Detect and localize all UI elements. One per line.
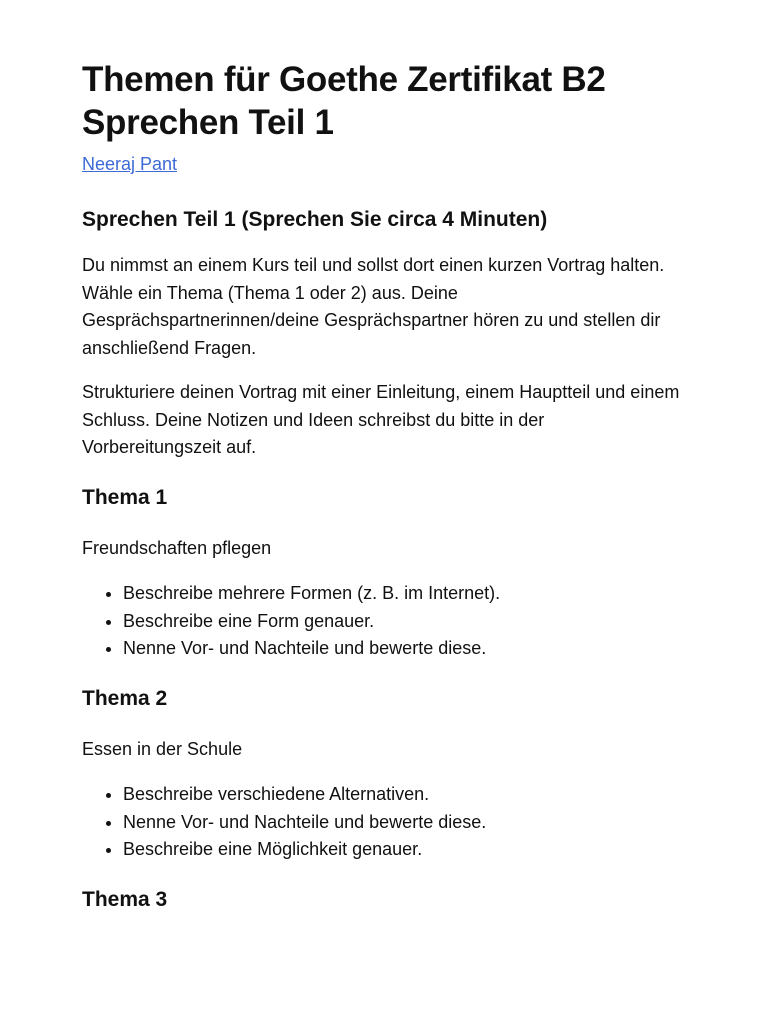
thema-1-topic: Freundschaften pflegen bbox=[82, 537, 272, 558]
document-title bbox=[82, 58, 686, 144]
list-item: • Beschreibe mehrere Formen (z. B. im Internet). bbox=[123, 580, 686, 608]
thema-2-topic: Essen in der Schule bbox=[82, 738, 243, 759]
list-item: • Beschreibe eine Form genauer. bbox=[123, 608, 686, 636]
thema-3-heading: Thema 3 bbox=[82, 887, 168, 911]
document-title-line2: Sprechen Teil 1 bbox=[82, 103, 334, 142]
section-heading: Sprechen Teil 1 (Sprechen Sie circa 4 Minuten) bbox=[82, 208, 548, 231]
thema-1-bullet-list bbox=[82, 580, 686, 663]
document-title-line1: Themen für Goethe Zertifikat B2 bbox=[82, 60, 606, 99]
thema-2-bullet-list bbox=[82, 781, 686, 864]
list-item: • Beschreibe eine Möglichkeit genauer. bbox=[123, 836, 686, 864]
list-item: • Nenne Vor- und Nachteile und bewerte diese. bbox=[123, 809, 686, 837]
list-item: • Nenne Vor- und Nachteile und bewerte diese. bbox=[123, 635, 686, 663]
structure-paragraph: Strukturiere deinen Vortrag mit einer Einleitung, einem Hauptteil und einem Schluss. Deine Notizen und Ideen schreibst du bitte in der Vorbereitungszeit auf. bbox=[82, 382, 680, 457]
thema-1-heading: Thema 1 bbox=[82, 485, 168, 509]
intro-paragraph: Du nimmst an einem Kurs teil und sollst dort einen kurzen Vortrag halten. Wähle ein Thema (Thema 1 oder 2) aus. Deine Gesprächspartnerinnen/deine Gesprächspartner hören zu und stellen dir anschließend Fragen. bbox=[82, 255, 665, 358]
thema-2-heading: Thema 2 bbox=[82, 686, 168, 710]
author-link[interactable]: Neeraj Pant bbox=[82, 154, 178, 174]
list-item: • Beschreibe verschiedene Alternativen. bbox=[123, 781, 686, 809]
